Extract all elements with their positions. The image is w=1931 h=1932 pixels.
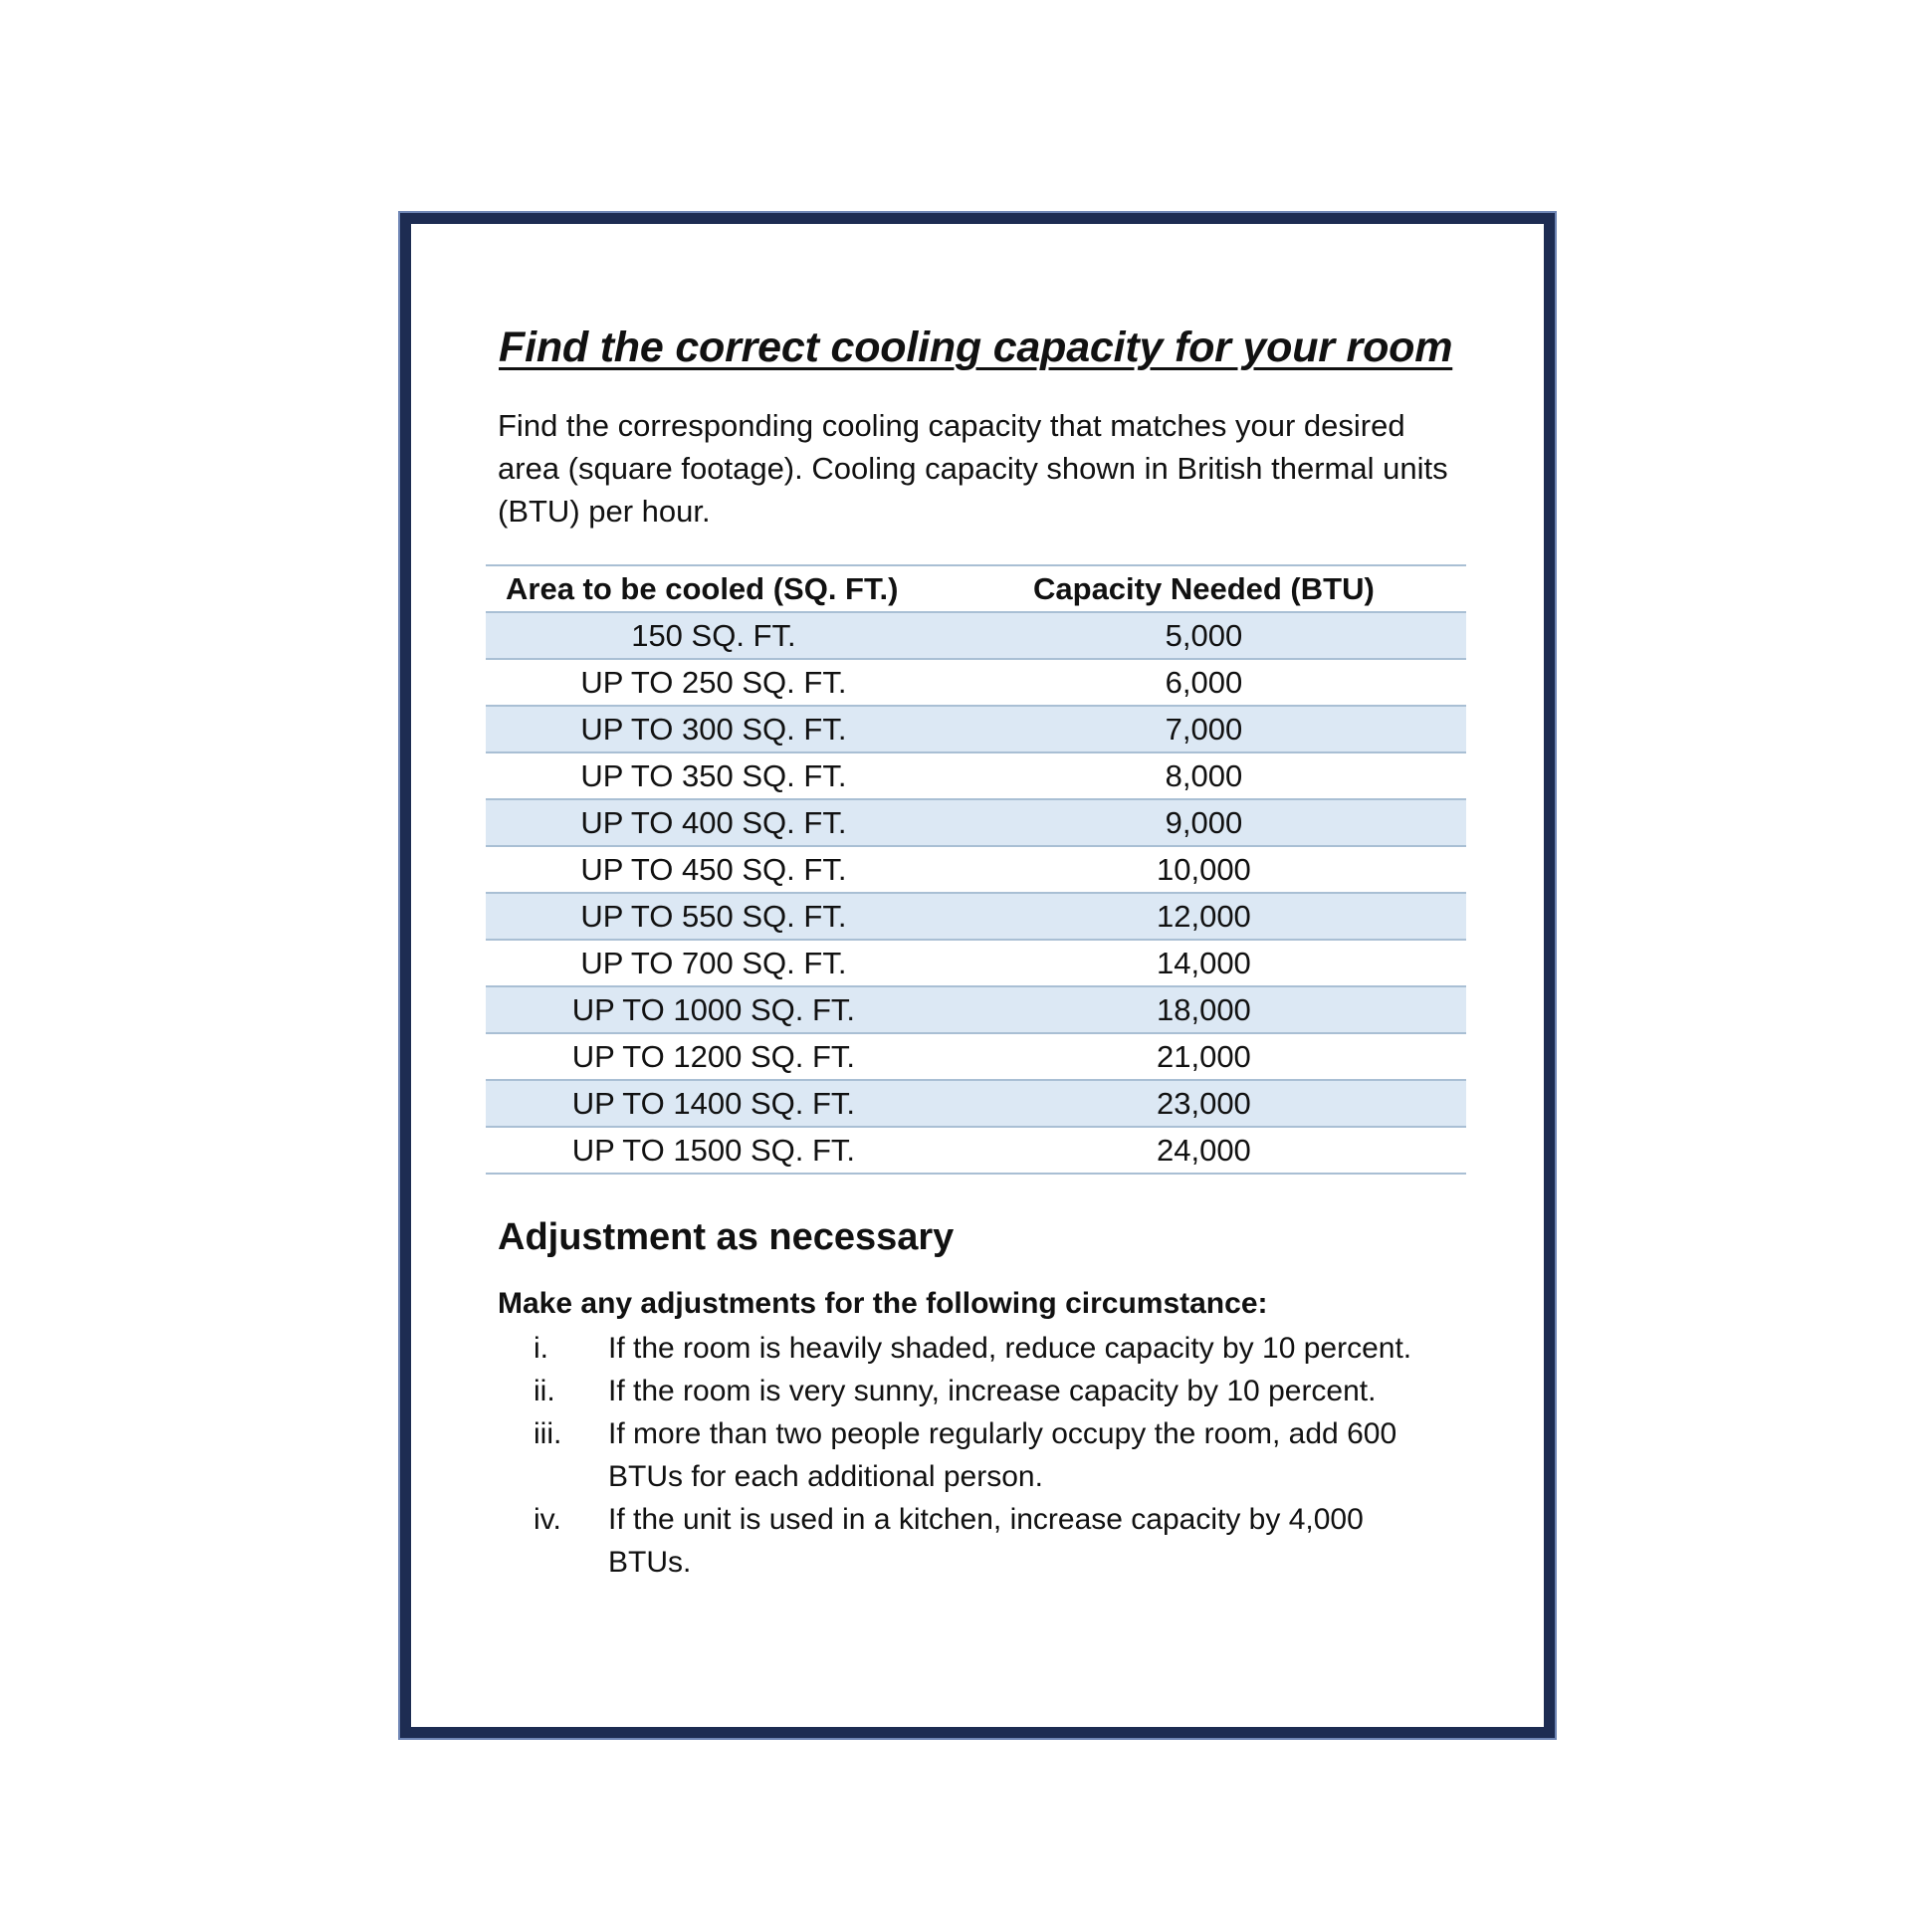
item-text: If the room is heavily shaded, reduce capacity by 10 percent.: [608, 1332, 1412, 1365]
area-cell: UP TO 450 SQ. FT.: [486, 846, 942, 893]
item-number: ii.: [534, 1375, 555, 1407]
capacity-cell: 23,000: [942, 1080, 1466, 1127]
table-row: [486, 986, 1466, 1033]
table-row: [486, 752, 1466, 799]
header-capacity: Capacity Needed (BTU): [942, 565, 1466, 612]
capacity-cell: 18,000: [942, 986, 1466, 1033]
area-cell: UP TO 700 SQ. FT.: [486, 940, 942, 986]
area-cell: UP TO 550 SQ. FT.: [486, 893, 942, 940]
table-row: [486, 612, 1466, 659]
item-number: i.: [534, 1332, 548, 1365]
adjustment-heading: Adjustment as necessary: [498, 1216, 955, 1258]
capacity-cell: 12,000: [942, 893, 1466, 940]
area-cell: UP TO 1000 SQ. FT.: [486, 986, 942, 1033]
area-cell: UP TO 250 SQ. FT.: [486, 659, 942, 706]
area-cell: UP TO 300 SQ. FT.: [486, 706, 942, 752]
table-row: [486, 940, 1466, 986]
capacity-cell: 6,000: [942, 659, 1466, 706]
area-cell: UP TO 1500 SQ. FT.: [486, 1127, 942, 1174]
capacity-cell: 24,000: [942, 1127, 1466, 1174]
table-row: [486, 893, 1466, 940]
document-frame: [400, 213, 1555, 1738]
item-text: If more than two people regularly occupy the room, add 600 BTUs for each additional person.: [608, 1417, 1397, 1493]
document-content: [486, 323, 1466, 1584]
capacity-cell: 5,000: [942, 612, 1466, 659]
capacity-table: [486, 564, 1466, 1175]
table-row: [486, 1127, 1466, 1174]
area-cell: 150 SQ. FT.: [486, 612, 942, 659]
page-title: Find the correct cooling capacity for your room: [499, 323, 1453, 371]
item-number: iii.: [534, 1417, 562, 1450]
intro-paragraph: Find the corresponding cooling capacity that matches your desired area (square footage). Cooling capacity shown in British thermal units (BTU) per hour.: [498, 408, 1448, 529]
table-row: [486, 659, 1466, 706]
capacity-cell: 14,000: [942, 940, 1466, 986]
item-text: If the unit is used in a kitchen, increase capacity by 4,000 BTUs.: [608, 1503, 1364, 1579]
area-cell: UP TO 400 SQ. FT.: [486, 799, 942, 846]
table-row: [486, 799, 1466, 846]
table-row: [486, 706, 1466, 752]
capacity-cell: 21,000: [942, 1033, 1466, 1080]
table-row: [486, 1033, 1466, 1080]
item-text: If the room is very sunny, increase capacity by 10 percent.: [608, 1375, 1377, 1407]
capacity-cell: 8,000: [942, 752, 1466, 799]
table-row: [486, 1080, 1466, 1127]
adjustment-lead: Make any adjustments for the following circumstance:: [498, 1287, 1268, 1320]
header-area: Area to be cooled (SQ. FT.): [486, 565, 942, 612]
list-item: [498, 1412, 1466, 1498]
list-item: [498, 1370, 1466, 1412]
capacity-cell: 10,000: [942, 846, 1466, 893]
capacity-cell: 9,000: [942, 799, 1466, 846]
table-header-row: [486, 565, 1466, 612]
area-cell: UP TO 350 SQ. FT.: [486, 752, 942, 799]
list-item: [498, 1327, 1466, 1370]
capacity-cell: 7,000: [942, 706, 1466, 752]
item-number: iv.: [534, 1503, 561, 1536]
area-cell: UP TO 1200 SQ. FT.: [486, 1033, 942, 1080]
area-cell: UP TO 1400 SQ. FT.: [486, 1080, 942, 1127]
list-item: [498, 1498, 1466, 1584]
adjustment-list: [498, 1327, 1466, 1584]
table-row: [486, 846, 1466, 893]
